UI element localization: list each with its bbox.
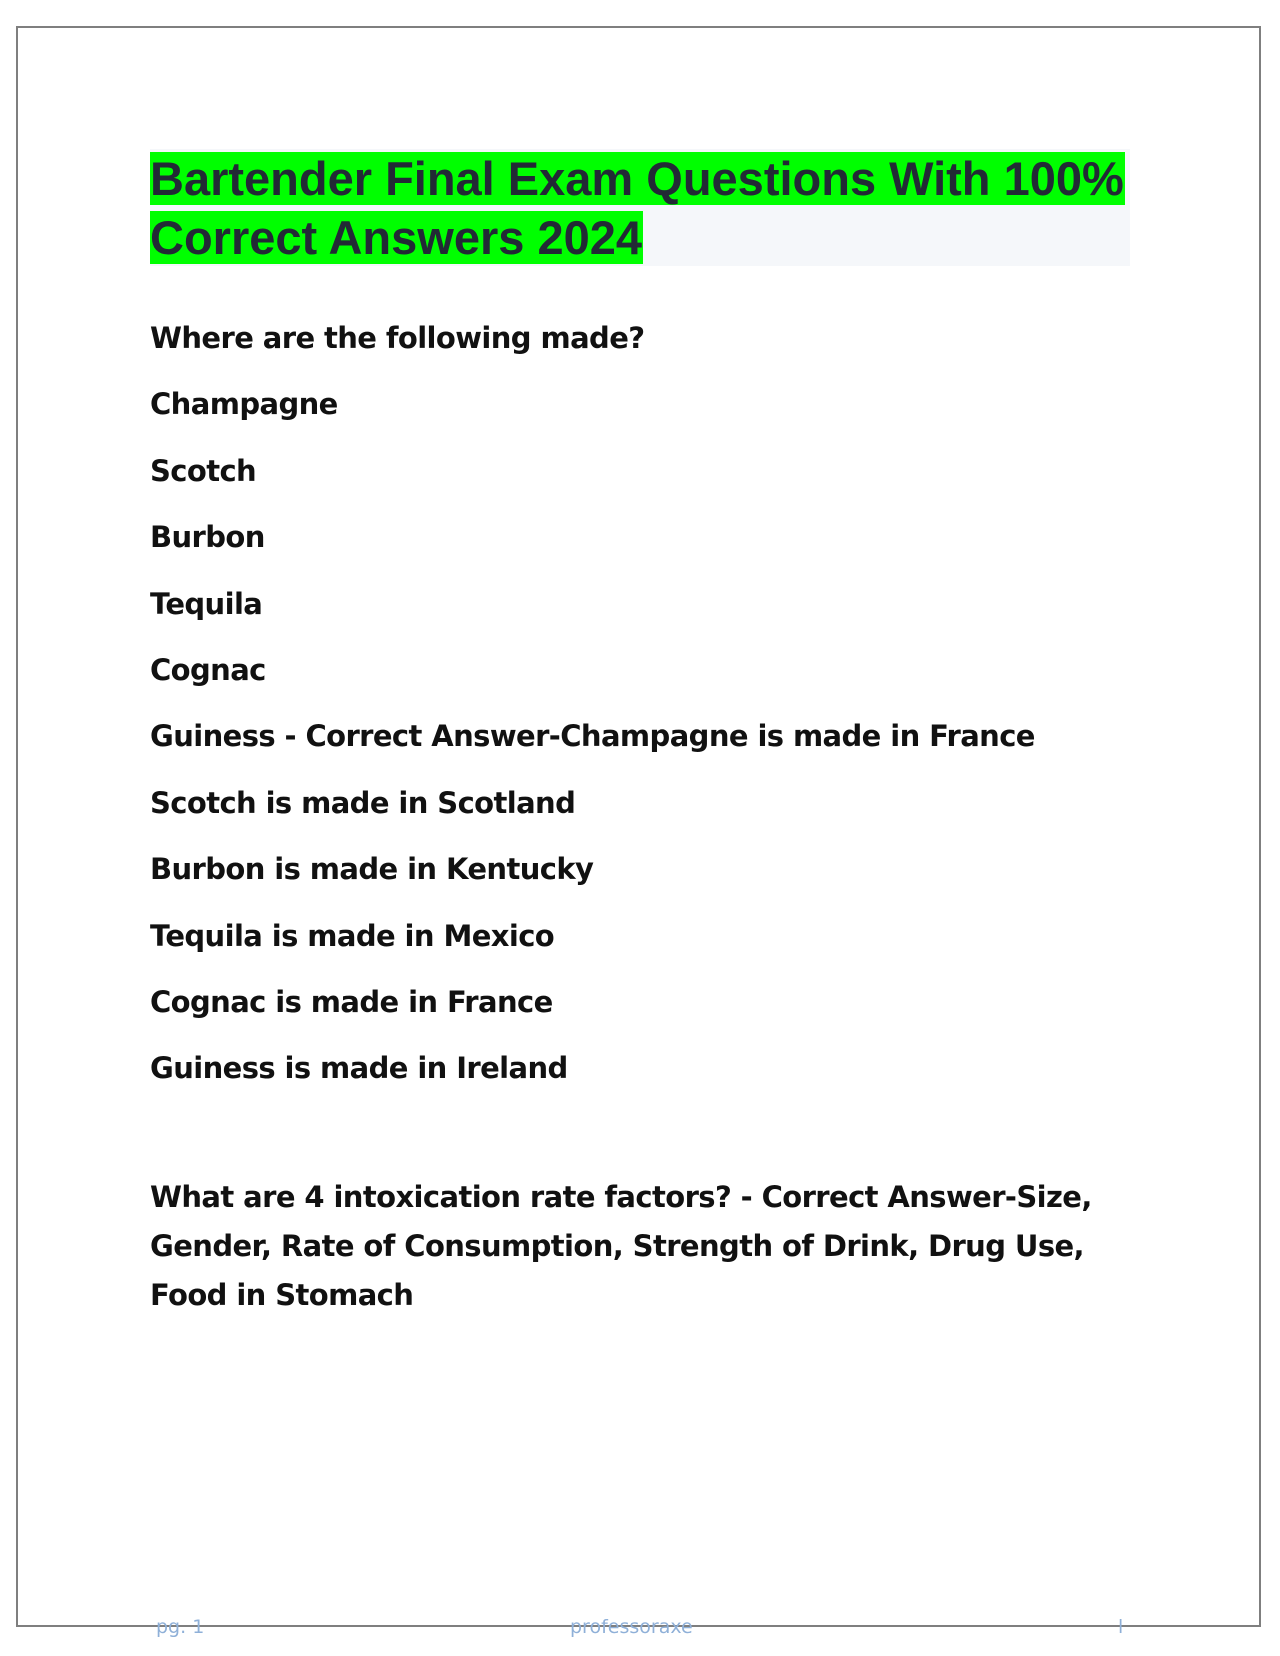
answer-line: Guiness - Correct Answer-Champagne is made in France [150, 719, 1035, 754]
document-title [150, 149, 1130, 267]
title-highlight: Bartender Final Exam Questions With 100% Correct Answers 2024 [150, 152, 1124, 264]
answer-line: Cognac is made in France [150, 984, 553, 1019]
answer-line: Tequila is made in Mexico [150, 918, 555, 953]
footer-author: professoraxe [570, 1616, 693, 1638]
page-number: pg. 1 [156, 1616, 205, 1638]
list-item: Scotch [150, 453, 257, 488]
list-item: Cognac [150, 652, 266, 687]
title-block [150, 149, 1130, 266]
answer-line: Burbon is made in Kentucky [150, 852, 594, 887]
list-item: Champagne [150, 387, 338, 422]
list-item: Burbon [150, 520, 265, 555]
answer-line: Guiness is made in Ireland [150, 1051, 568, 1086]
answer-line: Scotch is made in Scotland [150, 785, 576, 820]
question-paragraph: What are 4 intoxication rate factors? - Correct Answer-Size, Gender, Rate of Consumption, Strength of Drink, Drug Use, Food in Stomach [150, 1179, 1092, 1312]
footer-mark: l [1118, 1616, 1124, 1638]
list-item: Tequila [150, 586, 263, 621]
question-line: Where are the following made? [150, 321, 645, 355]
document-body [150, 320, 1130, 1320]
page-footer [150, 1616, 1130, 1640]
